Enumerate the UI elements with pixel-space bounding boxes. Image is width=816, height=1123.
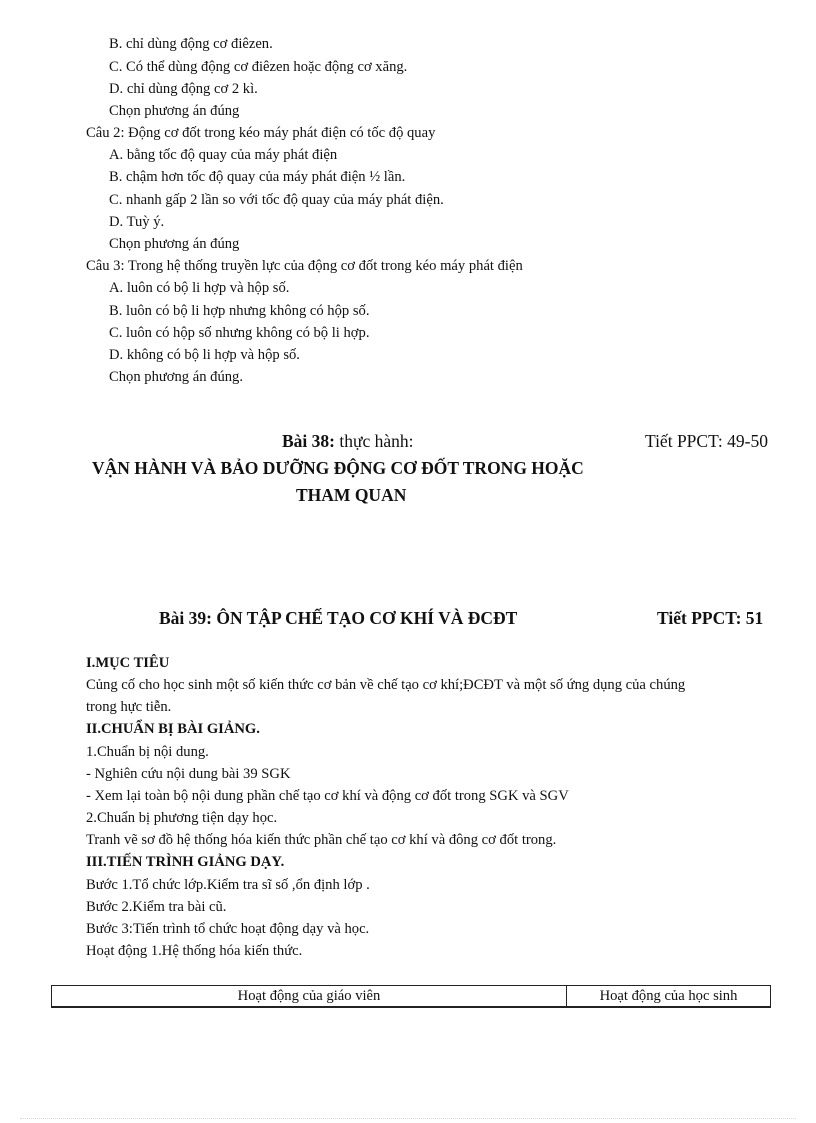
- lesson39-period: Tiết PPCT: 51: [657, 608, 764, 628]
- q1-option-b: B. chỉ dùng động cơ điêzen.: [109, 36, 273, 52]
- lesson38-title-line1: VẬN HÀNH VÀ BẢO DƯỠNG ĐỘNG CƠ ĐỐT TRONG HOẶC: [92, 458, 584, 478]
- activity-table: [51, 985, 771, 1008]
- q2-option-c: C. nhanh gấp 2 lần so với tốc độ quay của máy phát điện.: [109, 192, 444, 208]
- section3-heading: III.TIẾN TRÌNH GIẢNG DẠY.: [86, 854, 285, 870]
- table-header-student: Hoạt động của học sinh: [599, 988, 738, 1004]
- section3-line-2: Bước 2.Kiểm tra bài cũ.: [86, 899, 227, 915]
- section2-line-5: Tranh vẽ sơ đồ hệ thống hóa kiến thức phần chế tạo cơ khí và đông cơ đốt trong.: [86, 832, 557, 848]
- lesson38-heading: [282, 430, 414, 452]
- section3-line-4: Hoạt động 1.Hệ thống hóa kiến thức.: [86, 943, 303, 959]
- section1-text-1: Củng cố cho học sinh một số kiến thức cơ bản về chế tạo cơ khí;ĐCĐT và một số ứng dụng của chúng: [86, 677, 686, 693]
- lesson38-title-line2: THAM QUAN: [296, 485, 407, 505]
- section2-line-2: - Nghiên cứu nội dung bài 39 SGK: [86, 766, 291, 782]
- section1-text-2: trong hực tiễn.: [86, 699, 172, 715]
- section2-line-4: 2.Chuẩn bị phương tiện dạy học.: [86, 810, 278, 826]
- q3-option-c: C. luôn có hộp số nhưng không có bộ li hợp.: [109, 325, 370, 341]
- section3-line-1: Bước 1.Tổ chức lớp.Kiểm tra sĩ số ,ổn định lớp .: [86, 877, 370, 893]
- q2-option-b: B. chậm hơn tốc độ quay của máy phát điện ½ lần.: [109, 169, 406, 185]
- question-2: Câu 2: Động cơ đốt trong kéo máy phát điện có tốc độ quay: [86, 125, 436, 141]
- q3-option-b: B. luôn có bộ li hợp nhưng không có hộp số.: [109, 303, 370, 319]
- q1-option-d: D. chỉ dùng động cơ 2 kì.: [109, 81, 258, 97]
- question-3: Câu 3: Trong hệ thống truyền lực của động cơ đốt trong kéo máy phát điện: [86, 258, 523, 274]
- q3-choose: Chọn phương án đúng.: [109, 369, 243, 385]
- q3-option-d: D. không có bộ li hợp và hộp số.: [109, 347, 300, 363]
- q1-option-c: C. Có thể dùng động cơ điêzen hoặc động cơ xăng.: [109, 59, 408, 75]
- page-bottom-divider: [20, 1118, 796, 1119]
- lesson38-label: Bài 38:: [282, 431, 335, 451]
- section2-line-3: - Xem lại toàn bộ nội dung phần chế tạo cơ khí và động cơ đốt trong SGK và SGV: [86, 788, 569, 804]
- lesson38-period: Tiết PPCT: 49-50: [645, 431, 768, 451]
- lesson38-label-rest: thực hành:: [335, 431, 414, 451]
- section2-line-1: 1.Chuẩn bị nội dung.: [86, 744, 209, 760]
- q2-option-d: D. Tuỳ ý.: [109, 214, 165, 230]
- q2-choose: Chọn phương án đúng: [109, 236, 240, 252]
- lesson39-title: Bài 39: ÔN TẬP CHẾ TẠO CƠ KHÍ VÀ ĐCĐT: [159, 608, 518, 628]
- q2-option-a: A. bằng tốc độ quay của máy phát điện: [109, 147, 338, 163]
- q3-option-a: A. luôn có bộ li hợp và hộp số.: [109, 280, 290, 296]
- section3-line-3: Bước 3:Tiến trình tổ chức hoạt động dạy và học.: [86, 921, 370, 937]
- section1-heading: I.MỤC TIÊU: [86, 655, 170, 671]
- table-header-teacher: Hoạt động của giáo viên: [52, 986, 567, 1006]
- section2-heading: II.CHUẨN BỊ BÀI GIẢNG.: [86, 721, 260, 737]
- q1-choose: Chọn phương án đúng: [109, 103, 240, 119]
